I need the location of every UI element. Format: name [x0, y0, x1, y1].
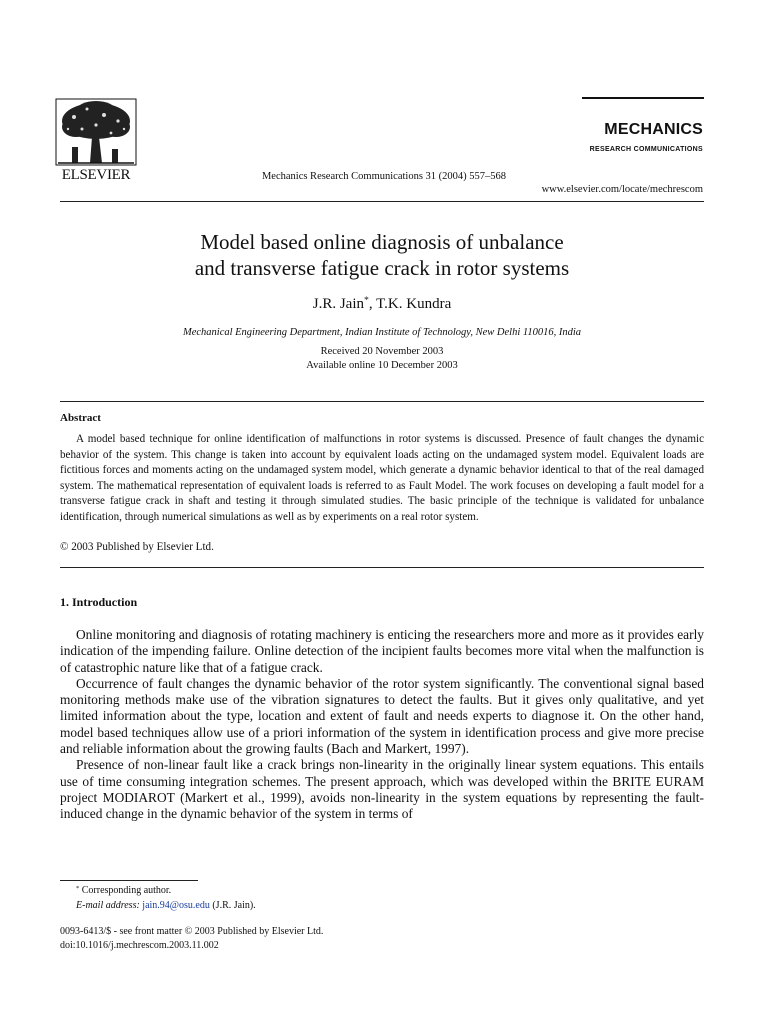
author-1[interactable]: J.R. Jain	[312, 295, 365, 312]
author-list	[60, 295, 704, 313]
abstract-bottom-rule	[60, 567, 704, 568]
abstract-top-rule	[60, 401, 704, 402]
publisher-name: ELSEVIER	[61, 167, 131, 183]
abstract-body	[60, 432, 704, 525]
doi-line[interactable]: doi:10.1016/j.mechrescom.2003.11.002	[60, 940, 219, 951]
introduction-body	[60, 627, 704, 823]
journal-citation: Mechanics Research Communications 31 (2004) 557–568	[261, 171, 507, 182]
journal-url[interactable]: www.elsevier.com/locate/mechrescom	[541, 184, 703, 195]
footnote-corresponding	[60, 885, 171, 896]
front-matter-line: 0093-6413/$ - see front matter © 2003 Published by Elsevier Ltd.	[60, 926, 324, 937]
affiliation: Mechanical Engineering Department, Indian Institute of Technology, New Delhi 110016, India	[182, 327, 582, 338]
section-heading-introduction: 1. Introduction	[60, 595, 138, 609]
journal-brand-subtitle: RESEARCH COMMUNICATIONS	[589, 146, 703, 153]
intro-paragraph-1: Online monitoring and diagnosis of rotating machinery is enticing the researchers more and more as it provides early indication of the impending failure. Online detection of the incipient faults becomes more vital when the malfunction is of catastrophic nature like that of a fatigue crack.	[60, 627, 704, 675]
author-2[interactable]: , T.K. Kundra	[368, 295, 452, 312]
available-date: Available online 10 December 2003	[306, 360, 458, 371]
intro-paragraph-3: Presence of non-linear fault like a crack brings non-linearity in the originally linear system equations. This entails use of time consuming integration schemes. The present approach, which was developed within the BRITE EURAM project MODIAROT (Markert et al., 1999), avoids non-linearity in the system equations by representing the fault-induced change in the dynamic behavior of the system in terms of	[60, 757, 704, 822]
email-link[interactable]: jain.94@osu.edu	[142, 900, 210, 911]
footnote-rule	[60, 880, 198, 881]
title-line-1: Model based online diagnosis of unbalance	[200, 230, 564, 254]
abstract-text: A model based technique for online identification of malfunctions in rotor systems is discussed. Presence of fault changes the dynamic behavior of the system. This change is taken into account by equivalent loads acting on the undamaged system model. Equivalent loads are fictitious forces and moments acting on the undamaged system model, which generate a dynamic behavior identical to that of the real damaged system. The mathematical representation of equivalent loads is referred to as Fault Model. The work focuses on developing a fault model for a transverse fatigue crack in shaft and testing it through simulated studies. The basic principle of the technique is validated for unbalance identification, through numerical simulations as well as by experiments on a real rotor system.	[60, 433, 704, 523]
intro-paragraph-2: Occurrence of fault changes the dynamic behavior of the rotor system significantly. The conventional signal based monitoring methods make use of the vibration signatures to detect the faults. But it gives only qualitative, and yet limited information about the type, location and extent of fault and needs experts to diagnose it. On the other hand, model based techniques allow use of a priori information of the system in identification process and give more precise and reliable information about the growing faults (Bach and Markert, 1997).	[60, 675, 704, 757]
footnote-email	[60, 900, 256, 911]
email-label: E-mail address:	[76, 900, 140, 911]
email-suffix: (J.R. Jain).	[212, 900, 256, 911]
corresponding-label: Corresponding author.	[81, 885, 172, 897]
abstract-copyright: © 2003 Published by Elsevier Ltd.	[60, 541, 214, 553]
abstract-heading: Abstract	[60, 412, 101, 424]
brand-rule	[582, 97, 704, 99]
article-dates	[60, 345, 704, 373]
received-date: Received 20 November 2003	[320, 346, 444, 357]
footnote-mark: *	[76, 885, 80, 892]
title-line-2: and transverse fatigue crack in rotor systems	[194, 256, 570, 280]
header-rule	[60, 201, 704, 202]
journal-brand-title: MECHANICS	[604, 121, 703, 138]
article-title	[60, 229, 704, 281]
corresponding-mark[interactable]: *	[364, 295, 369, 306]
